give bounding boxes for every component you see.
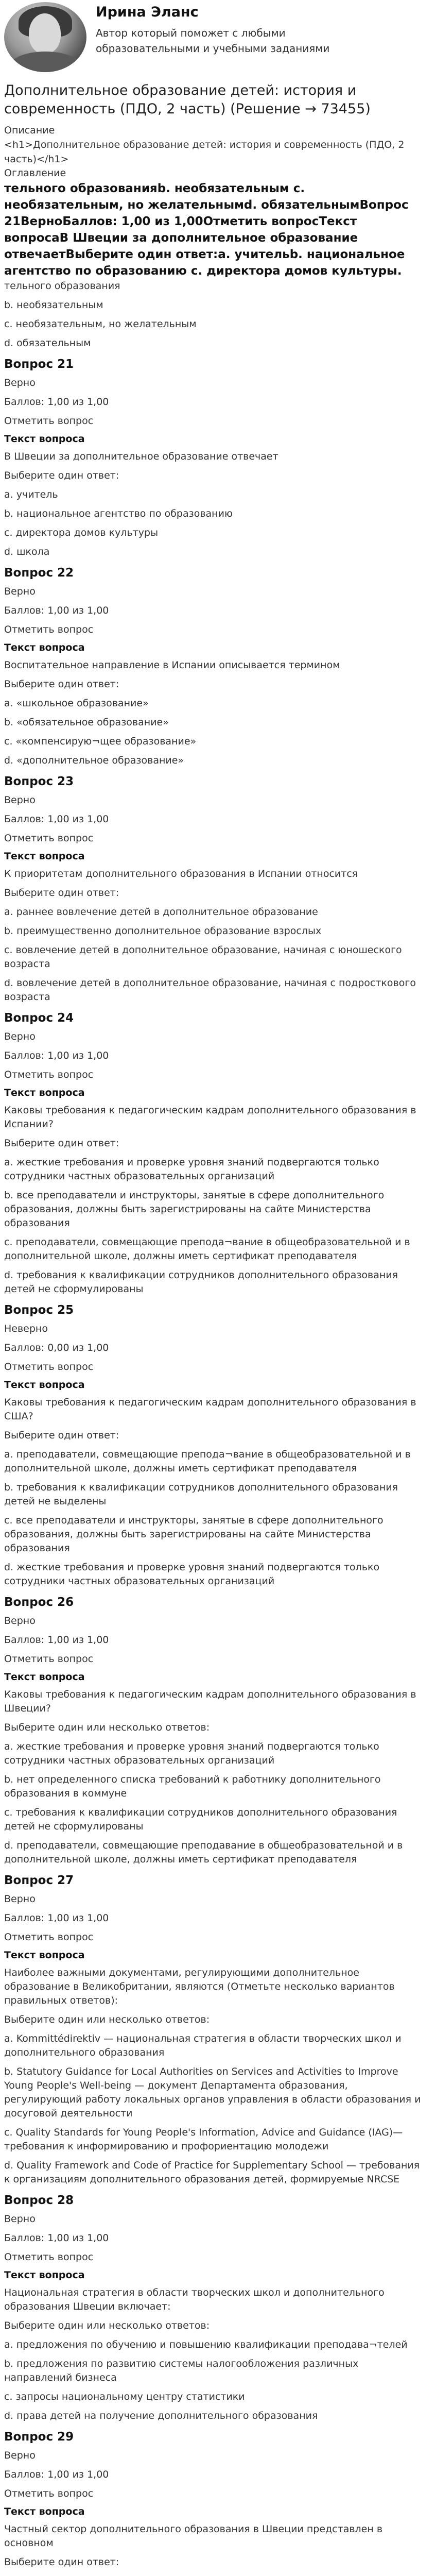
avatar-shoulders bbox=[9, 52, 81, 72]
question-text-heading: Текст вопроса bbox=[4, 851, 85, 862]
mark-question-link[interactable]: Отметить вопрос bbox=[4, 624, 94, 635]
answer-option[interactable]: d. Quality Framework and Code of Practice for Supplementary School — требования к организациям дополнительного образования детей, формируемые NRCSE bbox=[4, 2160, 420, 2185]
pre-line: c. необязательным, но желательным bbox=[4, 318, 197, 330]
answer-option[interactable]: b. национальное агентство по образованию bbox=[4, 508, 233, 519]
question-score: Баллов: 1,00 из 1,00 bbox=[4, 814, 109, 825]
pre-line: b. необязательным bbox=[4, 299, 103, 311]
question-score: Баллов: 1,00 из 1,00 bbox=[4, 1634, 109, 1646]
mark-question-link[interactable]: Отметить вопрос bbox=[4, 2488, 94, 2499]
question-block bbox=[4, 358, 424, 559]
answer-option[interactable]: c. все преподаватели и инструкторы, занятые в сфере дополнительного образования, должны быть зарегистрированы на сайте Министерства образования bbox=[4, 1515, 383, 1554]
question-text-heading: Текст вопроса bbox=[4, 1087, 85, 1098]
question-block bbox=[4, 566, 424, 768]
question-title: Вопрос 26 bbox=[4, 1596, 74, 1609]
answer-option[interactable]: b. нет определенного списка требований к работнику дополнительного образования в коммуне bbox=[4, 1774, 381, 1799]
mark-question-link[interactable]: Отметить вопрос bbox=[4, 1361, 94, 1372]
description-label: Описание bbox=[4, 125, 55, 136]
question-score: Баллов: 1,00 из 1,00 bbox=[4, 1050, 109, 1061]
question-status: Верно bbox=[4, 2450, 36, 2461]
toc-label: Оглавление bbox=[4, 167, 66, 179]
question-text: Национальная стратегия в области творческих школ и дополнительного образования Швеции включает: bbox=[4, 2287, 385, 2312]
question-title: Вопрос 23 bbox=[4, 775, 74, 788]
answer-option[interactable]: d. требования к квалификации сотрудников дополнительного образования детей не сформулированы bbox=[4, 1269, 398, 1295]
answer-option[interactable]: d. жесткие требования и проверке уровня знаний подвергаются только сотрудники частных образовательных организаций bbox=[4, 1562, 380, 1587]
mark-question-link[interactable]: Отметить вопрос bbox=[4, 415, 94, 427]
choose-prompt: Выберите один или несколько ответов: bbox=[4, 2320, 210, 2331]
choose-prompt: Выберите один ответ: bbox=[4, 470, 119, 481]
mark-question-link[interactable]: Отметить вопрос bbox=[4, 1069, 94, 1080]
question-title: Вопрос 21 bbox=[4, 358, 74, 371]
answer-option[interactable]: c. запросы национальному центру статистики bbox=[4, 2391, 245, 2402]
choose-prompt: Выберите один или несколько ответов: bbox=[4, 2014, 210, 2025]
answer-option[interactable]: b. «обязательное образование» bbox=[4, 717, 169, 728]
question-text: Каковы требования к педагогическим кадрам дополнительного образования в США? bbox=[4, 1397, 416, 1422]
mark-question-link[interactable]: Отметить вопрос bbox=[4, 1653, 94, 1665]
bold-summary: тельного образованияb. необязательным c. необязательным, но желательнымd. обязательнымВопрос 21ВерноБаллов: 1,00 из 1,00Отметить вопросТекст вопросаВ Швеции за дополнительное образование отвечаетВыберите один ответ:a. учительb. национальное агентство по образованию c. директора домов культуры. bbox=[4, 182, 409, 278]
question-status: Верно bbox=[4, 586, 36, 597]
answer-option[interactable]: a. Kommittédirektiv — национальная стратегия в области творческих школ и дополнительного образования bbox=[4, 2033, 402, 2058]
question-block bbox=[4, 2194, 424, 2423]
mark-question-link[interactable]: Отметить вопрос bbox=[4, 833, 94, 844]
question-text: Наиболее важными документами, регулирующими дополнительное образование в Великобритании, являются (Отметьте несколько вариантов правильных ответов): bbox=[4, 1967, 395, 2006]
answer-option[interactable]: a. предложения по обучению и повышению квалификации преподава¬телей bbox=[4, 2339, 408, 2350]
question-text-heading: Текст вопроса bbox=[4, 433, 85, 445]
answer-option[interactable]: d. школа bbox=[4, 546, 50, 557]
answer-option[interactable]: a. учитель bbox=[4, 489, 58, 500]
question-title: Вопрос 22 bbox=[4, 566, 74, 580]
answer-option[interactable]: a. жесткие требования и проверке уровня знаний подвергаются только сотрудники частных образовательных организаций bbox=[4, 1157, 379, 1182]
answer-option[interactable]: c. вовлечение детей в дополнительное образование, начиная с юношеского возраста bbox=[4, 944, 402, 970]
question-status: Верно bbox=[4, 1615, 36, 1626]
choose-prompt: Выберите один ответ: bbox=[4, 887, 119, 899]
question-block bbox=[4, 1874, 424, 2187]
question-block bbox=[4, 1011, 424, 1296]
question-text-heading: Текст вопроса bbox=[4, 1379, 85, 1391]
choose-prompt: Выберите один ответ: bbox=[4, 2556, 119, 2568]
question-text: К приоритетам дополнительного образования в Испании относится bbox=[4, 868, 358, 879]
question-text-heading: Текст вопроса bbox=[4, 1950, 85, 1961]
question-text-heading: Текст вопроса bbox=[4, 1671, 85, 1683]
page-title: Дополнительное образование детей: история и современность (ПДО, 2 часть) (Решение → 73455) bbox=[4, 82, 371, 117]
pre-line: d. обязательным bbox=[4, 337, 91, 349]
question-block bbox=[4, 2430, 424, 2576]
question-title: Вопрос 29 bbox=[4, 2430, 74, 2444]
question-score: Баллов: 1,00 из 1,00 bbox=[4, 605, 109, 616]
question-text: Частный сектор дополнительного образования в Швеции представлен в основном bbox=[4, 2523, 383, 2549]
answer-option[interactable]: a. преподаватели, совмещающие препода¬вание в общеобразовательной и в дополнительной школе, должны иметь сертификат преподавателя bbox=[4, 1449, 411, 1474]
author-avatar[interactable] bbox=[4, 2, 86, 72]
answer-option[interactable]: c. Quality Standards for Young People's Information, Advice and Guidance (IAG)— требования к информированию и профориентацию молодежи bbox=[4, 2127, 403, 2152]
question-text: Каковы требования к педагогическим кадрам дополнительного образования в Швеции? bbox=[4, 1689, 416, 1714]
question-score: Баллов: 1,00 из 1,00 bbox=[4, 2232, 109, 2244]
question-score: Баллов: 1,00 из 1,00 bbox=[4, 2469, 109, 2480]
answer-option[interactable]: b. все преподаватели и инструкторы, занятые в сфере дополнительного образования, должны быть зарегистрированы на сайте Министерства образования bbox=[4, 1190, 385, 1229]
question-status: Неверно bbox=[4, 1323, 48, 1334]
choose-prompt: Выберите один ответ: bbox=[4, 1138, 119, 1149]
answer-option[interactable]: b. преимущественно дополнительное образование взрослых bbox=[4, 925, 322, 937]
mark-question-link[interactable]: Отметить вопрос bbox=[4, 1931, 94, 1943]
pre-line: тельного образования bbox=[4, 280, 120, 292]
question-status: Верно bbox=[4, 377, 36, 388]
choose-prompt: Выберите один ответ: bbox=[4, 679, 119, 690]
question-status: Верно bbox=[4, 2213, 36, 2225]
question-score: Баллов: 1,00 из 1,00 bbox=[4, 1912, 109, 1924]
author-card bbox=[4, 0, 424, 74]
answer-option[interactable]: c. директора домов культуры bbox=[4, 527, 159, 538]
question-title: Вопрос 27 bbox=[4, 1874, 74, 1887]
question-list bbox=[4, 358, 424, 2576]
answer-option[interactable]: d. права детей на получение дополнительного образования bbox=[4, 2410, 318, 2421]
question-title: Вопрос 28 bbox=[4, 2194, 74, 2207]
answer-option[interactable]: d. «дополнительное образование» bbox=[4, 755, 184, 766]
question-title: Вопрос 24 bbox=[4, 1011, 74, 1025]
question-status: Верно bbox=[4, 794, 36, 806]
question-block bbox=[4, 775, 424, 1004]
avatar-face bbox=[29, 13, 61, 54]
question-title: Вопрос 25 bbox=[4, 1303, 74, 1317]
question-text-heading: Текст вопроса bbox=[4, 2506, 85, 2517]
question-status: Верно bbox=[4, 1893, 36, 1905]
answer-option[interactable]: c. «компенсирую¬щее образование» bbox=[4, 736, 197, 747]
author-description: Автор который поможет с любыми образовательными и учебными заданиями bbox=[96, 27, 330, 55]
question-text-heading: Текст вопроса bbox=[4, 642, 85, 653]
answer-option[interactable]: b. требования к квалификации сотрудников дополнительного образования детей не выделены bbox=[4, 1482, 398, 1507]
question-score: Баллов: 1,00 из 1,00 bbox=[4, 396, 109, 408]
question-score: Баллов: 0,00 из 1,00 bbox=[4, 1342, 109, 1353]
answer-option[interactable]: d. преподаватели, совмещающие преподавание в общеобразовательной и в дополнительной школе, должны иметь сертификат преподавателя bbox=[4, 1840, 403, 1865]
question-status: Верно bbox=[4, 1031, 36, 1042]
answer-option[interactable]: b. Statutory Guidance for Local Authorities on Services and Activities to Improve Young People's Well-being — документ Департамента образования, регулирующий работу локальных органов управления в области образования и досуговой деятельности bbox=[4, 2066, 421, 2119]
answer-option[interactable]: c. требования к квалификации сотрудников дополнительного образования детей не сформулированы bbox=[4, 1807, 397, 1832]
raw-h1-text: <h1>Дополнительное образование детей: история и современность (ПДО, 2 часть)</h1> bbox=[4, 139, 405, 165]
answer-option[interactable]: d. вовлечение детей в дополнительное образование, начиная с подросткового возраста bbox=[4, 977, 416, 1003]
answer-option[interactable]: b. предложения по развитию системы налогообложения различных направлений бизнеса bbox=[4, 2358, 359, 2383]
answer-option[interactable]: a. раннее вовлечение детей в дополнительное образование bbox=[4, 906, 318, 918]
choose-prompt: Выберите один или несколько ответов: bbox=[4, 1722, 210, 1733]
answer-option[interactable]: a. «школьное образование» bbox=[4, 698, 149, 709]
choose-prompt: Выберите один ответ: bbox=[4, 1430, 119, 1441]
question-block bbox=[4, 1596, 424, 1867]
author-info bbox=[86, 2, 353, 56]
question-block bbox=[4, 1303, 424, 1588]
answer-option[interactable]: a. жесткие требования и проверке уровня знаний подвергаются только сотрудники частных образовательных организаций bbox=[4, 1741, 379, 1766]
question-text-heading: Текст вопроса bbox=[4, 2269, 85, 2281]
question-text: В Швеции за дополнительное образование отвечает bbox=[4, 451, 278, 462]
mark-question-link[interactable]: Отметить вопрос bbox=[4, 2251, 94, 2263]
pre-lines bbox=[4, 279, 424, 350]
author-name[interactable]: Ирина Эланс bbox=[96, 4, 199, 20]
question-text: Воспитательное направление в Испании описывается термином bbox=[4, 659, 340, 671]
question-text: Каковы требования к педагогическим кадрам дополнительного образования в Испании? bbox=[4, 1105, 416, 1130]
answer-option[interactable]: c. преподаватели, совмещающие препода¬вание в общеобразовательной и в дополнительной школе, должны иметь сертификат преподавателя bbox=[4, 1236, 410, 1262]
